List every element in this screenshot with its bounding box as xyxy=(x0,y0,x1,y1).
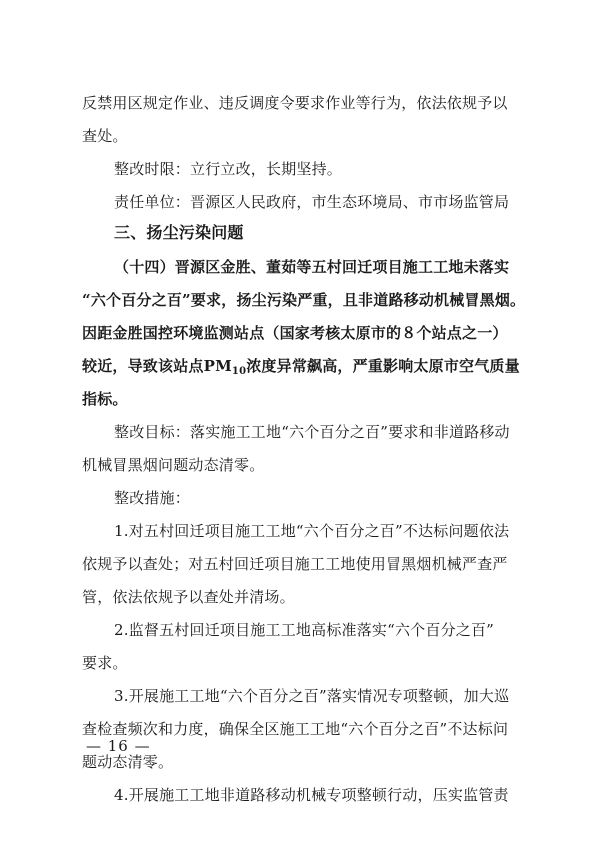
text-line: 要求。 xyxy=(82,654,128,672)
text-line: 题动态清零。 xyxy=(82,753,174,771)
text-line: 整改时限：立行立改，长期坚持。 xyxy=(114,160,343,178)
text-line: 因距金胜国控环境监测站点（国家考核太原市的８个站点之一） xyxy=(82,324,508,342)
text-line: 3.开展施工工地“六个百分之百”落实情况专项整顿，加大巡 xyxy=(114,687,510,705)
section-heading: 三、扬尘污染问题 xyxy=(114,223,244,242)
text-line: 指标。 xyxy=(82,390,128,408)
text-line: 4.开展施工工地非道路移动机械专项整顿行动，压实监管责 xyxy=(114,786,509,804)
text-line: 反禁用区规定作业、违反调度令要求作业等行为，依法依规予以 xyxy=(82,94,508,112)
pm-label: PM xyxy=(203,357,232,375)
text-line: 责任单位：晋源区人民政府，市生态环境局、市市场监管局 xyxy=(114,193,510,211)
text-line: “六个百分之百”要求，扬尘污染严重，且非道路移动机械冒黑烟。 xyxy=(82,291,526,309)
page-number: — 16 — xyxy=(86,737,151,755)
text-line-prefix: 较近，导致该站点 xyxy=(82,357,204,375)
text-line: （十四）晋源区金胜、董茹等五村回迁项目施工工地未落实 xyxy=(114,258,510,276)
text-line: 依规予以查处；对五村回迁项目施工工地使用冒黑烟机械严查严 xyxy=(82,555,508,573)
text-line: 管，依法依规予以查处并清场。 xyxy=(82,588,295,606)
pm-subscript: 10 xyxy=(231,366,247,377)
text-line: 1.对五村回迁项目施工工地“六个百分之百”不达标问题依法 xyxy=(114,522,510,540)
text-line: 查检查频次和力度，确保全区施工工地“六个百分之百”不达标问 xyxy=(82,720,509,738)
text-line: 2.监督五村回迁项目施工工地高标准落实“六个百分之百” xyxy=(114,621,495,639)
text-line-pm xyxy=(82,351,600,381)
text-line-suffix: 浓度异常飙高，严重影响太原市空气质量 xyxy=(246,357,520,375)
text-line: 查处。 xyxy=(82,127,128,145)
text-line: 整改目标：落实施工工地“六个百分之百”要求和非道路移动 xyxy=(114,423,510,441)
text-line: 整改措施： xyxy=(114,489,191,507)
text-line: 机械冒黑烟问题动态清零。 xyxy=(82,456,265,474)
